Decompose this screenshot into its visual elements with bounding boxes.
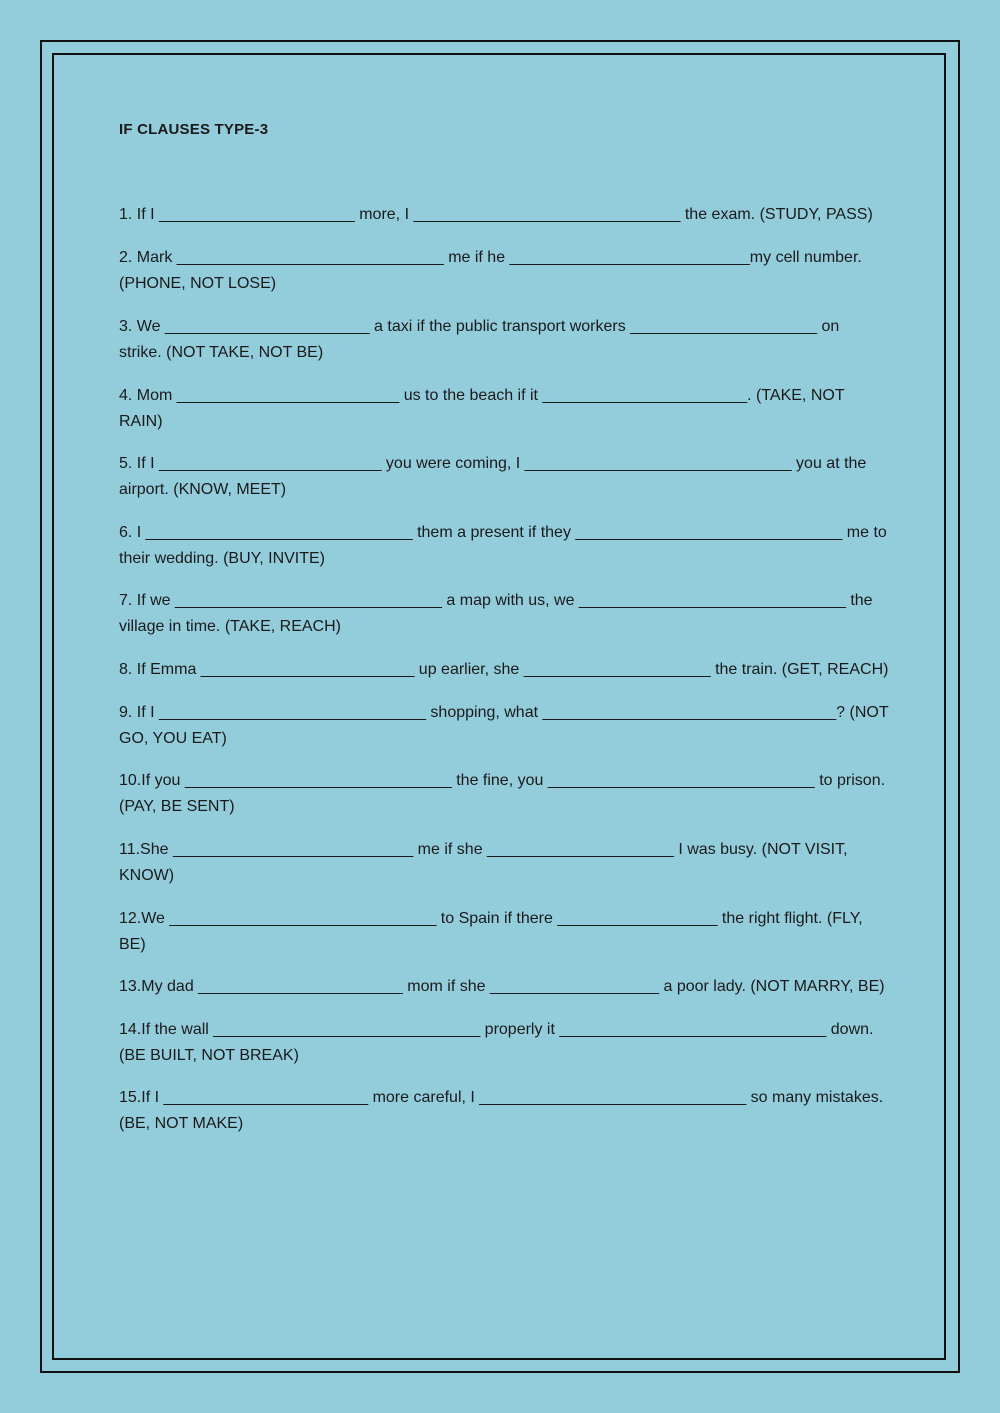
exercise-item-15: 15.If I _______________________ more careful, I ______________________________ so many mistakes. (BE, NOT MAKE)	[119, 1089, 884, 1132]
exercise-item-14: 14.If the wall ______________________________ properly it ______________________________ down. (BE BUILT, NOT BREAK)	[119, 1021, 874, 1064]
exercise-item-1: 1. If I ______________________ more, I ______________________________ the exam. (STUDY, PASS)	[119, 206, 873, 223]
exercise-item-6: 6. I ______________________________ them a present if they ______________________________ me to their wedding. (BUY, INVITE)	[119, 524, 887, 567]
worksheet-title: IF CLAUSES TYPE-3	[119, 121, 269, 138]
exercise-item-7: 7. If we ______________________________ a map with us, we ______________________________ the village in time. (TAKE, REACH)	[119, 592, 873, 635]
exercise-item-10: 10.If you ______________________________ the fine, you ______________________________ to prison. (PAY, BE SENT)	[119, 772, 886, 815]
exercise-item-9: 9. If I ______________________________ shopping, what _________________________________? (NOT GO, YOU EAT)	[119, 704, 889, 747]
exercise-item-8: 8. If Emma ________________________ up earlier, she _____________________ the train. (GET, REACH)	[119, 661, 889, 678]
exercise-item-3: 3. We _______________________ a taxi if the public transport workers _____________________ on strike. (NOT TAKE, NOT BE)	[119, 318, 840, 361]
exercise-item-4: 4. Mom _________________________ us to the beach if it _______________________. (TAKE, NOT RAIN)	[119, 387, 845, 430]
exercise-item-2: 2. Mark ______________________________ me if he ___________________________my cell number. (PHONE, NOT LOSE)	[119, 249, 862, 292]
exercise-item-12: 12.We ______________________________ to Spain if there __________________ the right flight. (FLY, BE)	[119, 910, 863, 953]
exercise-item-11: 11.She ___________________________ me if she _____________________ I was busy. (NOT VISIT, KNOW)	[119, 841, 848, 884]
exercise-item-13: 13.My dad _______________________ mom if she ___________________ a poor lady. (NOT MARRY, BE)	[119, 978, 885, 995]
exercise-item-5: 5. If I _________________________ you were coming, I ______________________________ you at the airport. (KNOW, MEET)	[119, 455, 867, 498]
